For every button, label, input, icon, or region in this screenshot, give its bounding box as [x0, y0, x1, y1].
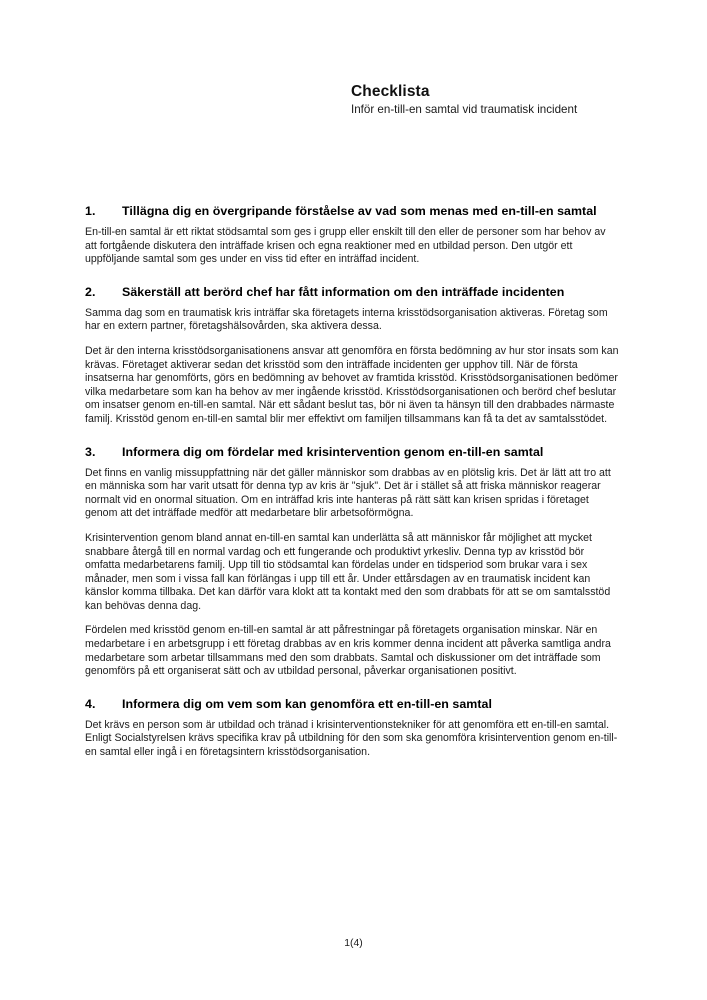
section-2	[85, 284, 620, 427]
section-1	[85, 203, 620, 267]
section-4-paragraph-1: Det krävs en person som är utbildad och tränad i krisinterventionstekniker för att genomföra ett en-till-en samtal. Enligt Socialstyrelsen krävs specifika krav på utbildning för den som ska genomföra krisintervention genom en-till-en samtal eller ingå i en företagsintern krisstödsorganisation.	[85, 718, 618, 759]
section-1-heading	[85, 203, 620, 220]
page-subtitle: Inför en-till-en samtal vid traumatisk incident	[351, 103, 578, 116]
section-2-title: Säkerställ att berörd chef har fått information om den inträffade incidenten	[122, 284, 565, 299]
section-3	[85, 444, 620, 679]
section-3-paragraph-3: Fördelen med krisstöd genom en-till-en samtal är att påfrestningar på företagets organisation minskar. När en medarbetare i en arbetsgrupp i ett företag drabbas av en kris kommer denna incident att påverka samtliga andra medarbetare som arbetar tillsammans med den som drabbats. Samtal och diskussioner om det inträffade som genomförs på ett organiserat sätt och av utbildad personal, påverkar organisationen positivt.	[85, 624, 611, 678]
section-4-title: Informera dig om vem som kan genomföra ett en-till-en samtal	[122, 696, 492, 711]
section-2-paragraph-1: Samma dag som en traumatisk kris inträffar ska företagets interna krisstödsorganisation aktiveras. Företag som har en extern partner, företagshälsovården, ska aktivera dessa.	[85, 306, 608, 333]
section-1-number: 1.	[85, 204, 96, 218]
page-footer	[0, 937, 707, 951]
page-number: 1(4)	[344, 938, 363, 949]
section-2-paragraph-2: Det är den interna krisstödsorganisationens ansvar att genomföra en första bedömning av hur stor insats som kan krävas. Företaget aktiverar sedan det krisstöd som den inträffade incidenten ger upphov till. När de första insatserna har genomförts, görs en bedömning av behovet av framtida krisstöd. Krisstödsorganisationen bedömer vilka medarbetare som kan ha behov av mer ingående krisstöd. Krisstödsorganisationen och berörd chef beslutar om insatser genom en-till-en samtal. När ett sådant beslut tas, bör ni även ta hänsyn till den drabbades närmaste familj. Krisstöd genom en-till-en samtal blir mer effektivt om familjen tillsammans kan få ta det av samtalsstödet.	[85, 344, 619, 425]
section-3-heading	[85, 444, 620, 461]
section-4-heading	[85, 696, 620, 713]
section-4	[85, 696, 620, 760]
document-title-block	[351, 82, 599, 118]
section-1-title: Tillägna dig en övergripande förståelse av vad som menas med en-till-en samtal	[122, 204, 597, 218]
section-3-number: 3.	[85, 444, 96, 459]
section-3-paragraph-2: Krisintervention genom bland annat en-till-en samtal kan underlätta så att människor får möjlighet att mycket snabbare återgå till en normal vardag och ett fungerande och produktivt yrkesliv. Denna typ av krisstöd bör omfatta medarbetarens familj. Upp till tio stödsamtal kan fördelas under en tidsperiod som brukar vara i sex månader, men som i vissa fall kan förlängas i upp till ett år. Under ettårsdagen av en traumatisk incident kan känslor komma tillbaka. Det kan därför vara klokt att ta kontakt med den som drabbats för att se om samtalsstöd kan behövas denna dag.	[85, 531, 611, 612]
section-2-number: 2.	[85, 284, 96, 299]
section-1-paragraph-1: En-till-en samtal är ett riktat stödsamtal som ges i grupp eller enskilt till den eller de personer som har behov av att fortgående diskutera den inträffade krisen och egna reaktioner med en utbildad person. Den utgör ett uppföljande samtal som ges under en viss tid efter en inträffad incident.	[85, 226, 606, 266]
page-title: Checklista	[351, 83, 430, 100]
section-3-title: Informera dig om fördelar med krisintervention genom en-till-en samtal	[122, 444, 544, 459]
section-4-number: 4.	[85, 696, 96, 711]
section-2-heading	[85, 284, 620, 301]
document-body	[85, 203, 620, 760]
section-3-paragraph-1: Det finns en vanlig missuppfattning när det gäller människor som drabbas av en plötslig kris. Det är lätt att tro att en människa som har varit utsatt för denna typ av kris är "sjuk". Det är i stället så att friska människor reagerar normalt vid en onormal situation. Om en inträffad kris inte hanteras på rätt sätt kan krisen spridas i företaget genom att det inträffade medför att medarbetare blir arbetsoförmögna.	[85, 466, 611, 520]
